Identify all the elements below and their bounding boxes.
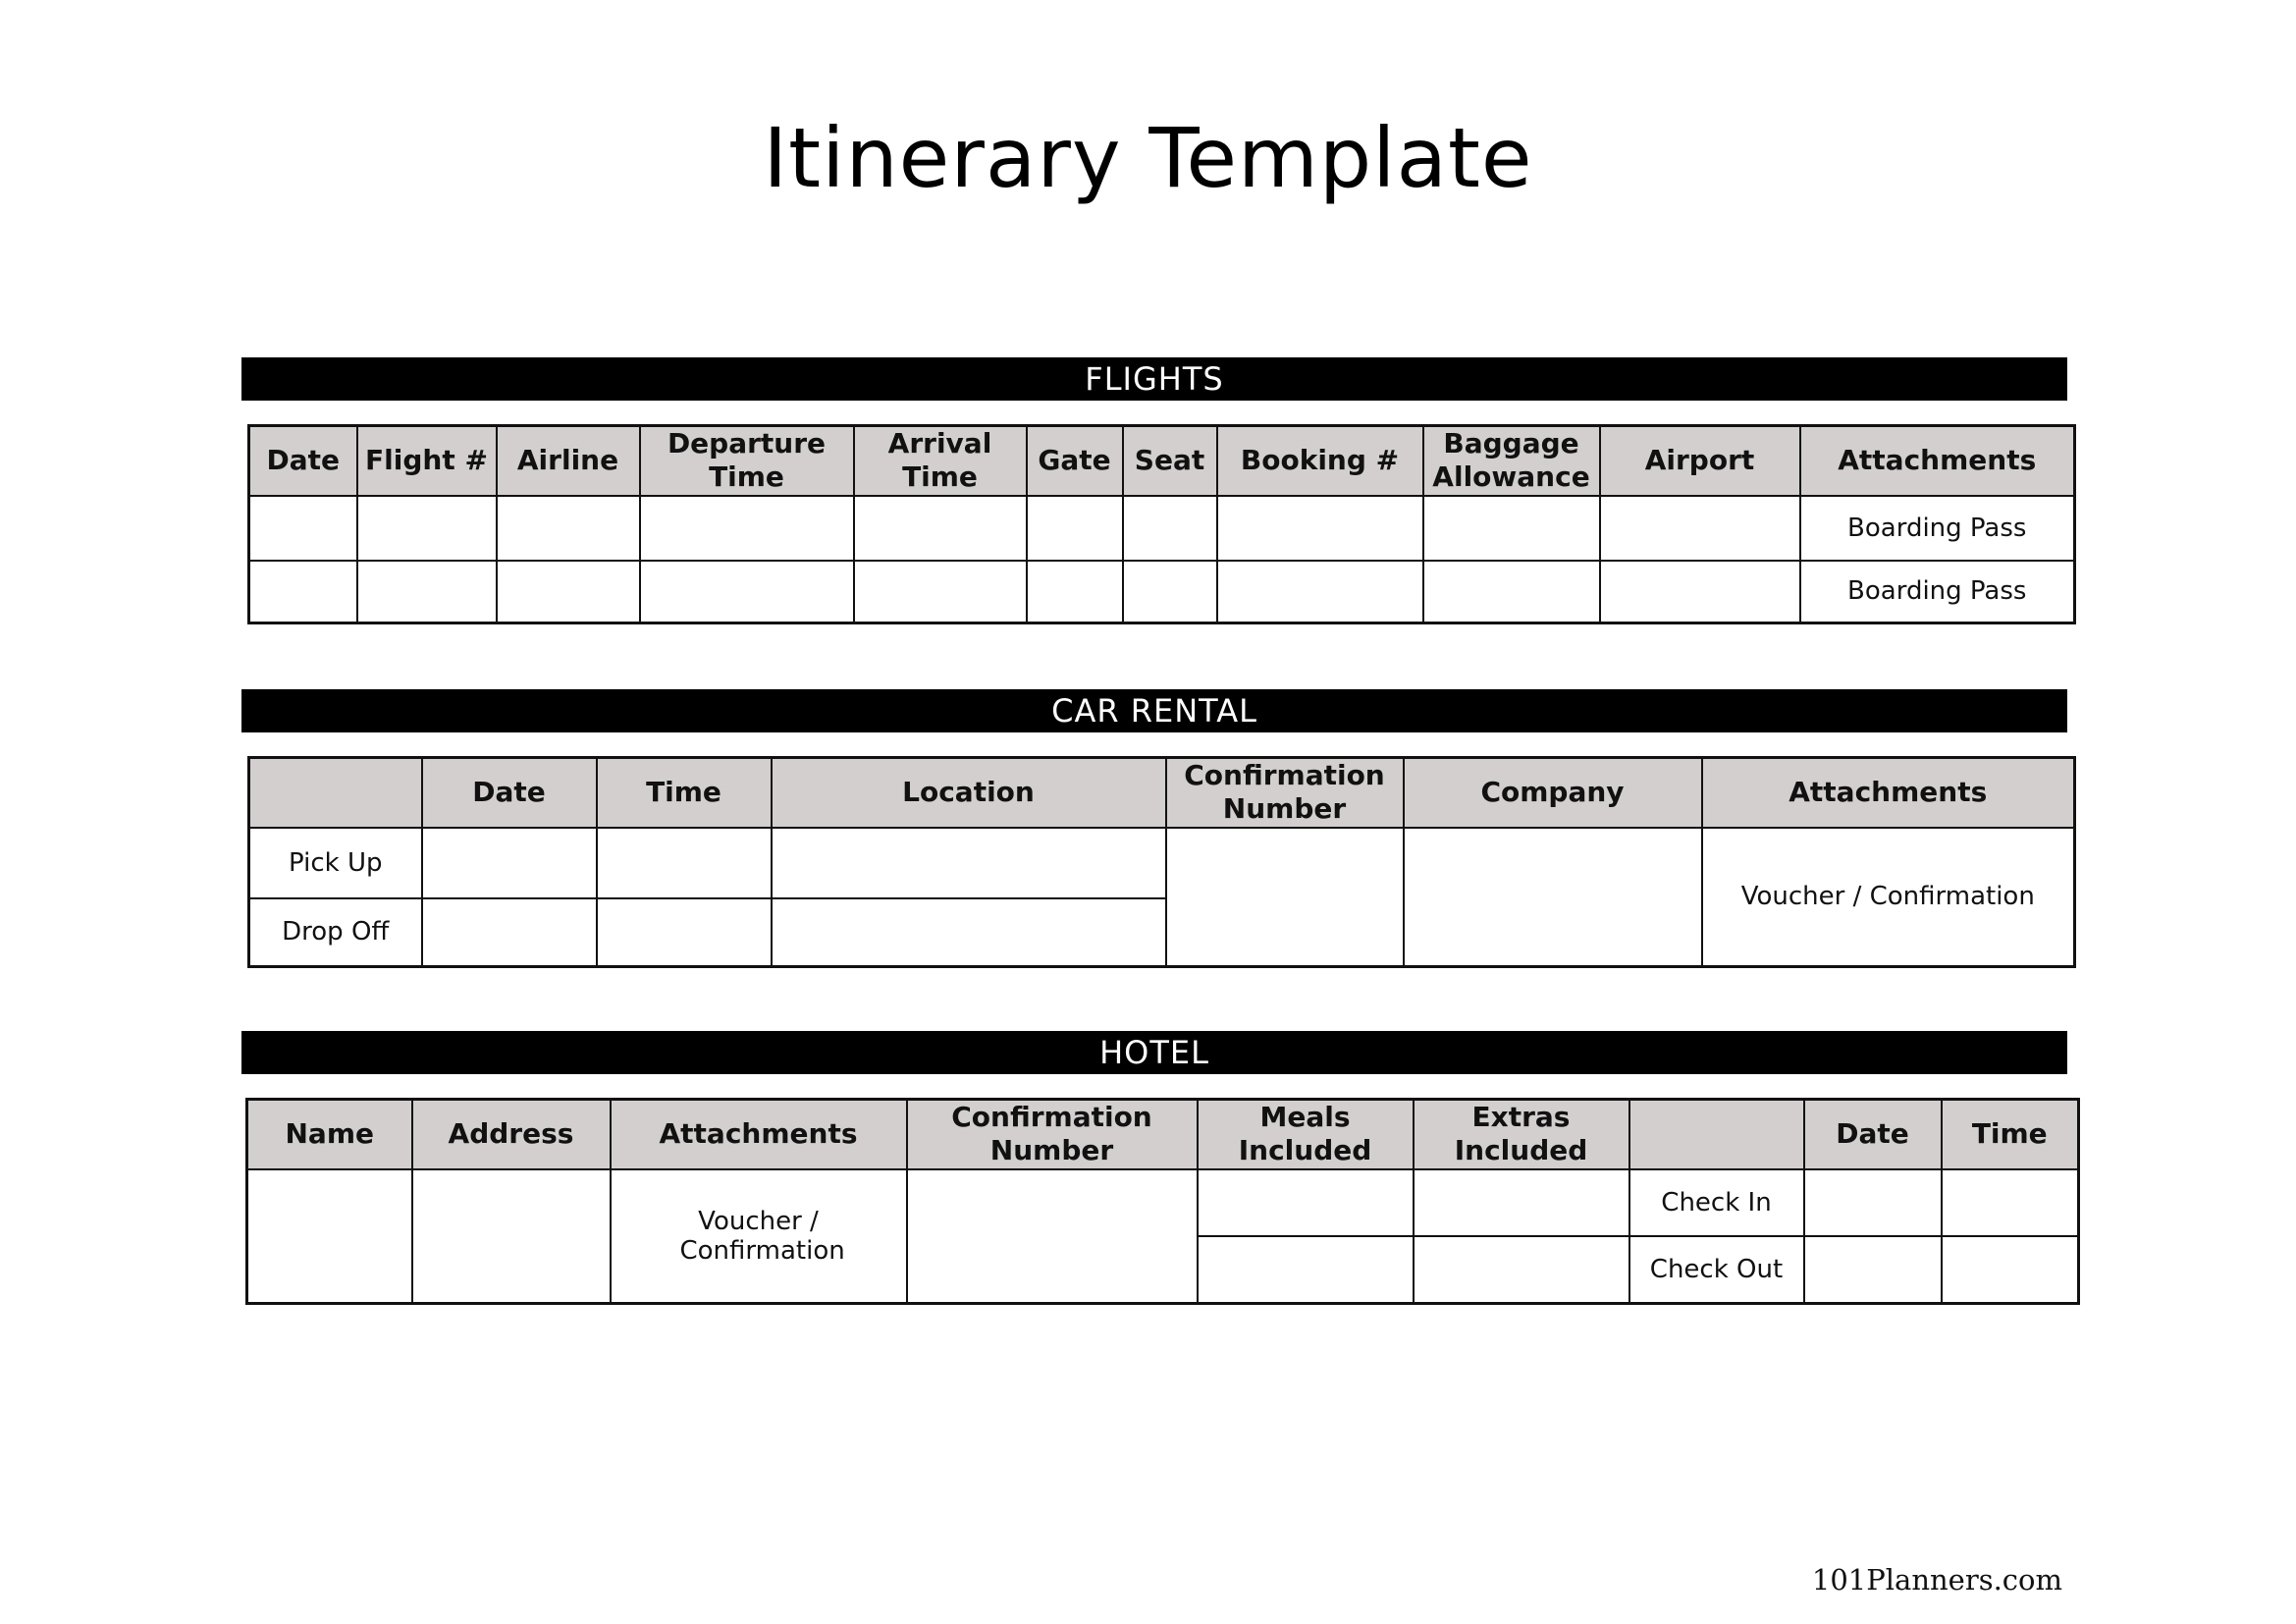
col-header-company: Company <box>1404 758 1702 828</box>
voucher-confirmation-cell[interactable]: Voucher / Confirmation <box>1702 828 2075 967</box>
table-cell[interactable] <box>1804 1236 1942 1304</box>
voucher-confirmation-cell[interactable]: Voucher / Confirmation <box>611 1169 907 1304</box>
col-header-attachments: Attachments <box>1800 426 2075 496</box>
table-cell[interactable] <box>1123 496 1217 561</box>
table-cell[interactable] <box>1198 1236 1414 1304</box>
col-header-attachments: Attachments <box>611 1100 907 1169</box>
boarding-pass-cell[interactable]: Boarding Pass <box>1800 561 2075 623</box>
flights-heading: FLIGHTS <box>241 357 2067 401</box>
table-cell[interactable] <box>1414 1236 1629 1304</box>
check-out-label: Check Out <box>1629 1236 1804 1304</box>
col-header-confirmation-number: Confirmation Number <box>907 1100 1198 1169</box>
col-header-arrival-time: Arrival Time <box>854 426 1027 496</box>
col-header-booking-number: Booking # <box>1217 426 1423 496</box>
table-cell[interactable] <box>497 561 640 623</box>
table-row <box>249 561 2075 623</box>
car-rental-table <box>247 756 2076 968</box>
pick-up-label: Pick Up <box>249 828 422 898</box>
col-header-departure-time: Departure Time <box>640 426 854 496</box>
col-header-attachments: Attachments <box>1702 758 2075 828</box>
table-cell[interactable] <box>1198 1169 1414 1236</box>
table-cell[interactable] <box>1423 561 1600 623</box>
boarding-pass-cell[interactable]: Boarding Pass <box>1800 496 2075 561</box>
table-cell[interactable] <box>357 496 497 561</box>
col-header-extras-included: Extras Included <box>1414 1100 1629 1169</box>
col-header-baggage-allowance: Baggage Allowance <box>1423 426 1600 496</box>
table-cell[interactable] <box>854 561 1027 623</box>
table-cell[interactable] <box>1217 496 1423 561</box>
col-header-blank <box>1629 1100 1804 1169</box>
table-cell[interactable] <box>772 828 1166 898</box>
col-header-date: Date <box>422 758 597 828</box>
table-cell[interactable] <box>1600 496 1800 561</box>
table-cell[interactable] <box>422 898 597 967</box>
col-header-time: Time <box>1942 1100 2079 1169</box>
col-header-seat: Seat <box>1123 426 1217 496</box>
table-row <box>247 1169 2079 1236</box>
table-cell[interactable] <box>772 898 1166 967</box>
table-cell[interactable] <box>640 496 854 561</box>
table-cell[interactable] <box>640 561 854 623</box>
hotel-address-cell[interactable] <box>412 1169 611 1304</box>
confirmation-number-cell[interactable] <box>907 1169 1198 1304</box>
table-cell[interactable] <box>357 561 497 623</box>
table-cell[interactable] <box>597 898 772 967</box>
company-cell[interactable] <box>1404 828 1702 967</box>
table-cell[interactable] <box>249 561 357 623</box>
table-cell[interactable] <box>1027 561 1123 623</box>
col-header-airline: Airline <box>497 426 640 496</box>
table-cell[interactable] <box>597 828 772 898</box>
col-header-address: Address <box>412 1100 611 1169</box>
drop-off-label: Drop Off <box>249 898 422 967</box>
table-cell[interactable] <box>1123 561 1217 623</box>
footer-brand: 101Planners.com <box>1811 1563 2062 1597</box>
hotel-name-cell[interactable] <box>247 1169 412 1304</box>
car-rental-header-row <box>249 758 2075 828</box>
col-header-blank <box>249 758 422 828</box>
table-cell[interactable] <box>1217 561 1423 623</box>
table-cell[interactable] <box>1804 1169 1942 1236</box>
flights-header-row <box>249 426 2075 496</box>
table-row <box>249 828 2075 898</box>
table-row <box>249 496 2075 561</box>
table-cell[interactable] <box>854 496 1027 561</box>
check-in-label: Check In <box>1629 1169 1804 1236</box>
col-header-date: Date <box>249 426 357 496</box>
page-title: Itinerary Template <box>763 110 1533 206</box>
col-header-airport: Airport <box>1600 426 1800 496</box>
col-header-location: Location <box>772 758 1166 828</box>
hotel-header-row <box>247 1100 2079 1169</box>
table-cell[interactable] <box>1414 1169 1629 1236</box>
table-cell[interactable] <box>249 496 357 561</box>
hotel-heading: HOTEL <box>241 1031 2067 1074</box>
col-header-gate: Gate <box>1027 426 1123 496</box>
col-header-confirmation-number: Confirmation Number <box>1166 758 1404 828</box>
table-cell[interactable] <box>497 496 640 561</box>
car-rental-heading: CAR RENTAL <box>241 689 2067 732</box>
table-cell[interactable] <box>1942 1169 2079 1236</box>
col-header-date: Date <box>1804 1100 1942 1169</box>
col-header-flight-number: Flight # <box>357 426 497 496</box>
table-cell[interactable] <box>1942 1236 2079 1304</box>
table-cell[interactable] <box>1600 561 1800 623</box>
col-header-name: Name <box>247 1100 412 1169</box>
table-cell[interactable] <box>422 828 597 898</box>
flights-table <box>247 424 2076 624</box>
col-header-time: Time <box>597 758 772 828</box>
table-cell[interactable] <box>1027 496 1123 561</box>
table-cell[interactable] <box>1423 496 1600 561</box>
col-header-meals-included: Meals Included <box>1198 1100 1414 1169</box>
confirmation-number-cell[interactable] <box>1166 828 1404 967</box>
hotel-table <box>245 1098 2080 1305</box>
